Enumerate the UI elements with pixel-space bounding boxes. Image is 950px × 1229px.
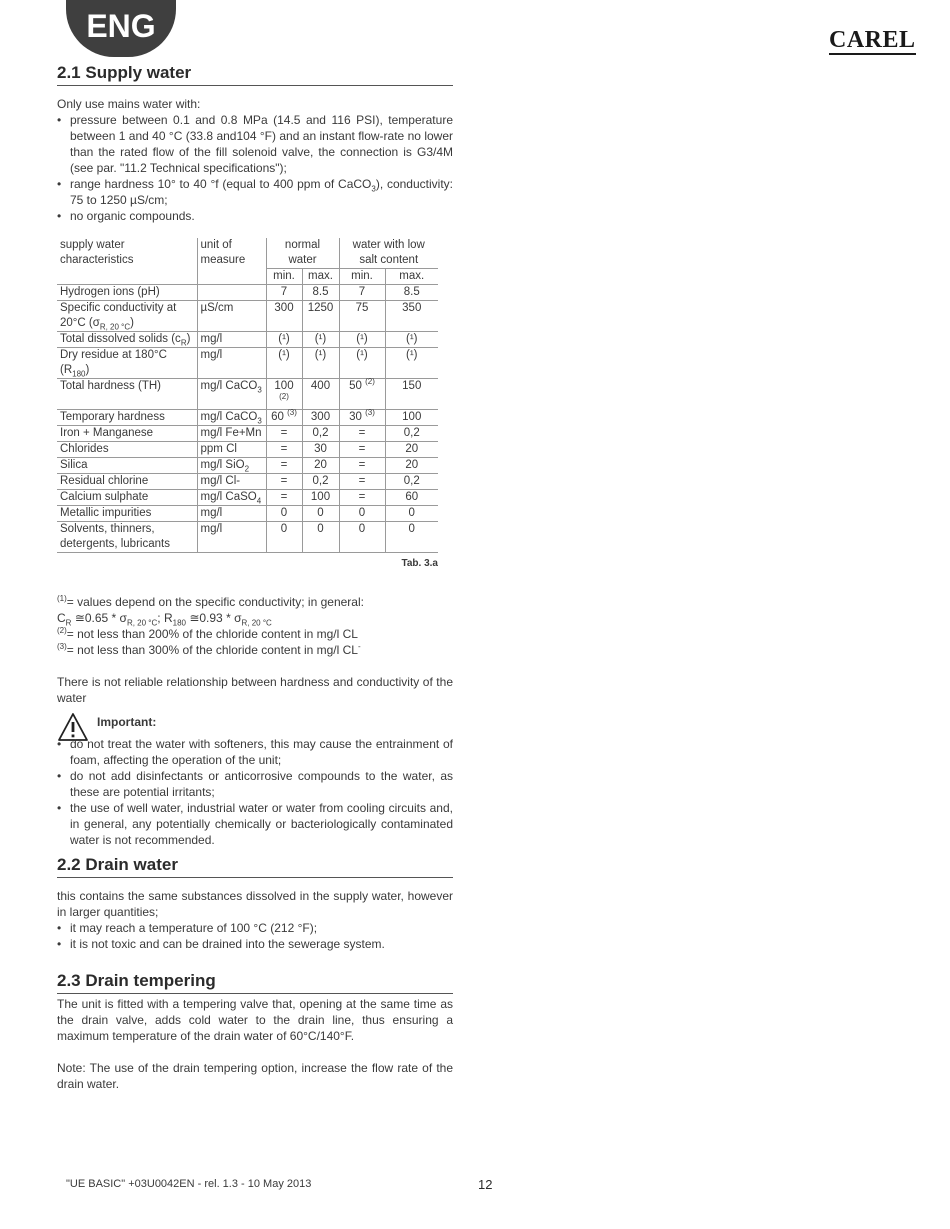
tempering-text: The unit is fitted with a tempering valve that, opening at the same time as the drain valve, adds cold water to the drain line, thus ensuring a maximum temperature of the drain water of 60°C/140°F. xyxy=(57,997,453,1043)
cell-low-min: 0 xyxy=(339,506,385,522)
cell-normal-max: 100 xyxy=(302,490,339,506)
cell-normal-max: 300 xyxy=(302,410,339,426)
header-max: max. xyxy=(302,269,339,285)
cell-normal-max: 30 xyxy=(302,442,339,458)
cell-normal-min: = xyxy=(266,474,302,490)
water-characteristics-table xyxy=(57,238,438,553)
header-characteristics: supply water characteristics xyxy=(57,238,197,285)
cell-normal-min: 100 $^{(2)}$ xyxy=(266,379,302,410)
important-list xyxy=(57,736,453,848)
list-item: • do not add disinfectants or anticorrosive compounds to the water, as these are potential irritants; xyxy=(57,768,453,800)
cell-low-min: (¹) xyxy=(339,348,385,379)
table-row xyxy=(57,301,438,332)
cell-normal-max: 0 xyxy=(302,522,339,553)
table-row xyxy=(57,522,438,553)
row-unit: mg/l Fe+Mn xyxy=(197,426,266,442)
table-row xyxy=(57,348,438,379)
cell-low-max: (¹) xyxy=(385,332,438,348)
cell-normal-min: = xyxy=(266,426,302,442)
row-name: Silica xyxy=(57,458,197,474)
relationship-note: There is not reliable relationship between hardness and conductivity of the water xyxy=(57,675,453,705)
cell-normal-max: 0,2 xyxy=(302,474,339,490)
note-3: $^{(3)}$= not less than 300% of the chloride content in mg/l CL- xyxy=(57,642,361,657)
page-content xyxy=(57,62,453,1092)
page-number: 12 xyxy=(478,1177,493,1192)
row-unit: mg/l Cl- xyxy=(197,474,266,490)
cell-low-max: 8.5 xyxy=(385,285,438,301)
cell-low-min: = xyxy=(339,426,385,442)
cell-low-min: = xyxy=(339,442,385,458)
cell-low-min: (¹) xyxy=(339,332,385,348)
drain-list xyxy=(57,920,453,952)
important-label: Important: xyxy=(97,715,157,729)
table-row xyxy=(57,332,438,348)
cell-low-max: 0,2 xyxy=(385,474,438,490)
cell-low-min: = xyxy=(339,474,385,490)
cell-low-min: 75 xyxy=(339,301,385,332)
cell-low-max: 150 xyxy=(385,379,438,410)
tempering-note: Note: The use of the drain tempering option, increase the flow rate of the drain water. xyxy=(57,1061,453,1091)
cell-normal-min: 300 xyxy=(266,301,302,332)
row-name: Solvents, thinners, detergents, lubricants xyxy=(57,522,197,553)
cell-low-min: 7 xyxy=(339,285,385,301)
row-name: Calcium sulphate xyxy=(57,490,197,506)
drain-intro: this contains the same substances dissolved in the supply water, however in larger quantities; xyxy=(57,889,453,919)
row-name: Iron + Manganese xyxy=(57,426,197,442)
header-normal-water: normal water xyxy=(266,238,339,269)
row-name: Total dissolved solids $(c_R)$ xyxy=(57,332,197,348)
section-title-supply-water: 2.1 Supply water xyxy=(57,62,453,86)
supply-intro: Only use mains water with: xyxy=(57,97,201,111)
header-min: min. xyxy=(339,269,385,285)
table-row xyxy=(57,410,438,426)
supply-requirements-list xyxy=(57,112,453,224)
cell-low-min: 50 $^{(2)}$ xyxy=(339,379,385,410)
cell-low-max: 60 xyxy=(385,490,438,506)
table-row xyxy=(57,442,438,458)
list-item: • it is not toxic and can be drained into the sewerage system. xyxy=(57,936,453,952)
cell-normal-max: 1250 xyxy=(302,301,339,332)
cell-low-min: = xyxy=(339,490,385,506)
cell-normal-max: 400 xyxy=(302,379,339,410)
table-row xyxy=(57,458,438,474)
table-row xyxy=(57,426,438,442)
cell-normal-max: (¹) xyxy=(302,348,339,379)
row-unit: mg/l SiO$_2$ xyxy=(197,458,266,474)
cell-normal-min: = xyxy=(266,490,302,506)
cell-normal-min: (¹) xyxy=(266,332,302,348)
cell-low-min: 0 xyxy=(339,522,385,553)
cell-normal-min: 60 $^{(3)}$ xyxy=(266,410,302,426)
language-tab: ENG xyxy=(66,0,176,57)
note-2: $^{(2)}$= not less than 200% of the chloride content in mg/l CL xyxy=(57,626,358,641)
row-unit: mg/l CaCO$_3$ xyxy=(197,379,266,410)
row-unit: ppm Cl xyxy=(197,442,266,458)
brand-name: CAREL xyxy=(829,27,916,53)
cell-normal-min: (¹) xyxy=(266,348,302,379)
header-min: min. xyxy=(266,269,302,285)
cell-low-max: 20 xyxy=(385,458,438,474)
row-name: Total hardness (TH) xyxy=(57,379,197,410)
cell-normal-max: 0 xyxy=(302,506,339,522)
cell-low-max: 350 xyxy=(385,301,438,332)
table-caption: Tab. 3.a xyxy=(401,558,438,569)
row-name: Chlorides xyxy=(57,442,197,458)
note-formula: $C_R$ ≅0.65 * $\sigma_{R, 20 ^\circ C}$; $R_{180}$ ≅0.93 * $\sigma_{R, 20 ^\circ C}$ xyxy=(57,611,272,628)
cell-normal-max: 8.5 xyxy=(302,285,339,301)
cell-low-max: (¹) xyxy=(385,348,438,379)
header-unit: unit of measure xyxy=(197,238,266,285)
row-unit: mg/l xyxy=(197,522,266,553)
cell-normal-max: (¹) xyxy=(302,332,339,348)
carel-logo xyxy=(829,28,916,52)
list-item: • range hardness 10° to 40 °f (equal to 400 ppm of CaCO$_3$), conductivity: 75 to 1250 µS/cm; xyxy=(57,176,453,208)
cell-normal-min: 0 xyxy=(266,522,302,553)
row-unit xyxy=(197,285,266,301)
row-unit: mg/l xyxy=(197,332,266,348)
row-name: Dry residue at 180°C $(R_{180})$ xyxy=(57,348,197,379)
cell-normal-max: 0,2 xyxy=(302,426,339,442)
cell-low-max: 0,2 xyxy=(385,426,438,442)
cell-low-max: 100 xyxy=(385,410,438,426)
table-row xyxy=(57,490,438,506)
list-item: • do not treat the water with softeners, this may cause the entrainment of foam, affecting the operation of the unit; xyxy=(57,736,453,768)
row-unit: mg/l xyxy=(197,348,266,379)
cell-normal-min: = xyxy=(266,442,302,458)
cell-low-max: 0 xyxy=(385,522,438,553)
row-name: Temporary hardness xyxy=(57,410,197,426)
cell-low-min: 30 $^{(3)}$ xyxy=(339,410,385,426)
header-max: max. xyxy=(385,269,438,285)
list-item: • the use of well water, industrial water or water from cooling circuits and, in general, any potentially chemically or bacteriologically contaminated water is not recommended. xyxy=(57,800,453,848)
row-unit: mg/l xyxy=(197,506,266,522)
section-title-drain-tempering: 2.3 Drain tempering xyxy=(57,970,453,994)
cell-normal-min: = xyxy=(266,458,302,474)
row-name: Metallic impurities xyxy=(57,506,197,522)
list-item: • pressure between 0.1 and 0.8 MPa (14.5 and 116 PSI), temperature between 1 and 40 °C (33.8 and104 °F) and an instant flow-rate no lower than the rated flow of the fill solenoid valve, the connection is G3/4M (see par. "11.2 Technical specifications"); xyxy=(57,112,453,176)
cell-normal-min: 7 xyxy=(266,285,302,301)
footer-document-reference: "UE BASIC" +03U0042EN - rel. 1.3 - 10 May 2013 xyxy=(66,1178,312,1190)
section-title-drain-water: 2.2 Drain water xyxy=(57,854,453,878)
cell-low-max: 0 xyxy=(385,506,438,522)
row-unit: µS/cm xyxy=(197,301,266,332)
header-low-salt-water: water with low salt content xyxy=(339,238,438,269)
cell-low-max: 20 xyxy=(385,442,438,458)
list-item: • no organic compounds. xyxy=(57,208,453,224)
row-name: Specific conductivity at 20°C $(\sigma_{R, 20 ^\circ C})$ xyxy=(57,301,197,332)
logo-underline xyxy=(829,53,916,55)
cell-normal-min: 0 xyxy=(266,506,302,522)
table-row xyxy=(57,506,438,522)
row-unit: mg/l CaSO$_4$ xyxy=(197,490,266,506)
table-row xyxy=(57,285,438,301)
row-unit: mg/l CaCO$_3$ xyxy=(197,410,266,426)
note-1: $^{(1)}$= values depend on the specific conductivity; in general: xyxy=(57,594,364,609)
table-notes xyxy=(57,594,453,658)
cell-normal-max: 20 xyxy=(302,458,339,474)
list-item: • it may reach a temperature of 100 °C (212 °F); xyxy=(57,920,453,936)
table-row xyxy=(57,474,438,490)
table-row xyxy=(57,379,438,410)
row-name: Residual chlorine xyxy=(57,474,197,490)
row-name: Hydrogen ions (pH) xyxy=(57,285,197,301)
cell-low-min: = xyxy=(339,458,385,474)
